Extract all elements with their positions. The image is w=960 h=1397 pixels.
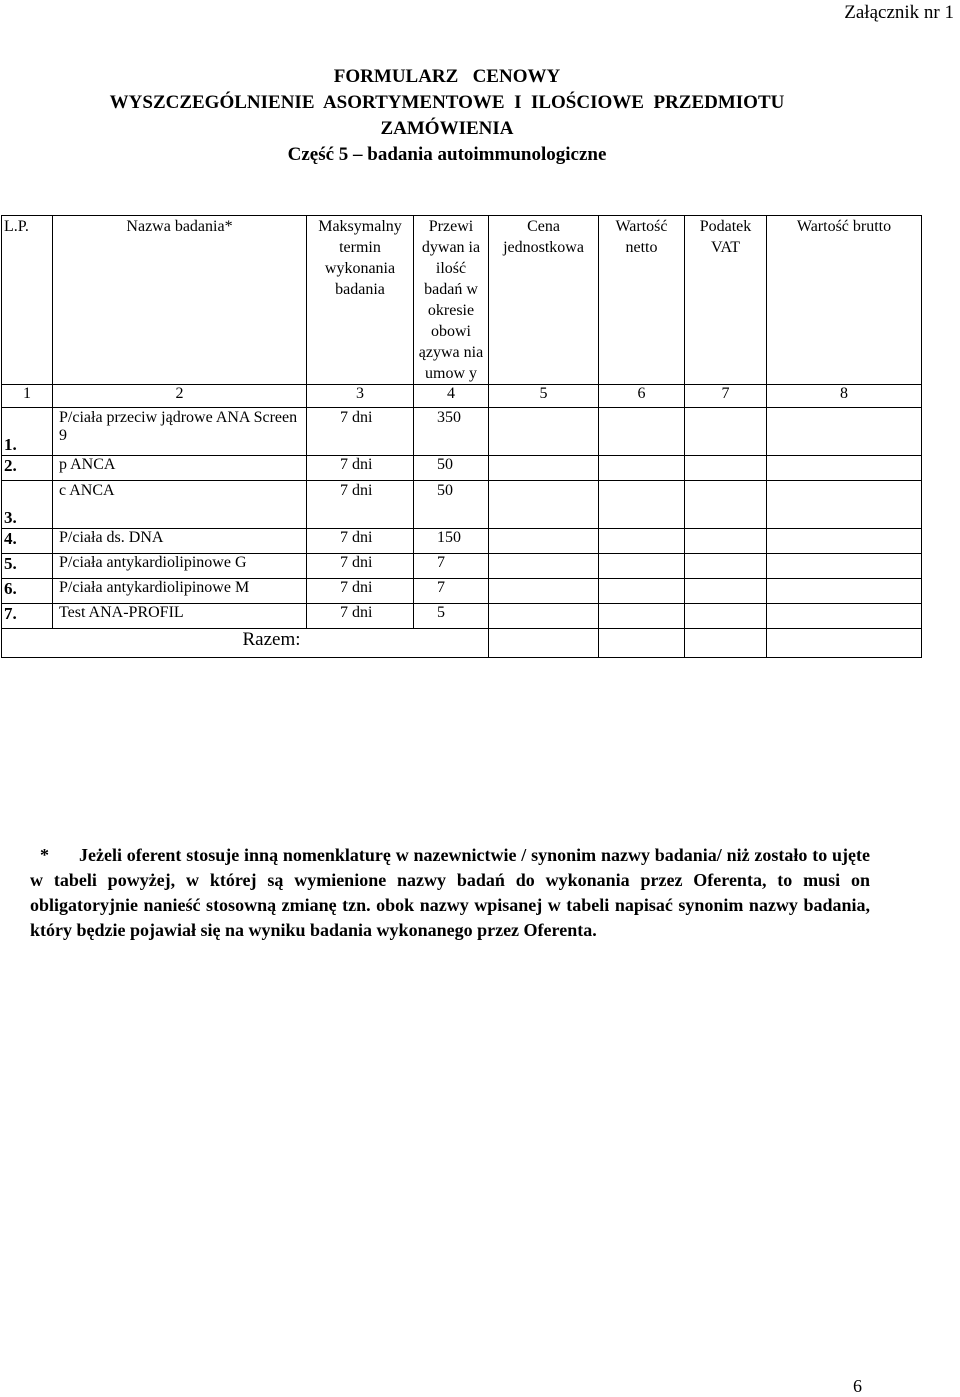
col-num: 7 (685, 385, 767, 408)
page-number: 6 (853, 1376, 862, 1396)
gross-value-cell[interactable] (767, 481, 922, 529)
row-lp: 4. (2, 529, 53, 554)
unit-price-cell[interactable] (489, 529, 599, 554)
col-num: 8 (767, 385, 922, 408)
row-term: 7 dni (307, 604, 414, 629)
unit-price-cell[interactable] (489, 604, 599, 629)
vat-cell[interactable] (685, 456, 767, 481)
total-gross-value-cell[interactable] (767, 629, 922, 658)
form-title (0, 64, 894, 168)
row-term: 7 dni (307, 408, 414, 456)
total-row (2, 629, 922, 658)
row-name: p ANCA (53, 456, 307, 481)
price-table (1, 215, 922, 658)
row-quantity: 5 (414, 604, 489, 629)
title-line-4: Część 5 – badania autoimmunologiczne (287, 144, 607, 165)
vat-cell[interactable] (685, 579, 767, 604)
row-lp: 6. (2, 579, 53, 604)
row-lp: 5. (2, 554, 53, 579)
header-net-value: Wartość netto (599, 216, 685, 385)
net-value-cell[interactable] (599, 529, 685, 554)
net-value-cell[interactable] (599, 408, 685, 456)
table-row (2, 456, 922, 481)
net-value-cell[interactable] (599, 456, 685, 481)
vat-cell[interactable] (685, 529, 767, 554)
row-term: 7 dni (307, 529, 414, 554)
title-line-1: FORMULARZ CENOWY (333, 66, 561, 87)
row-name: P/ciała przeciw jądrowe ANA Screen 9 (53, 408, 307, 456)
row-name: P/ciała antykardiolipinowe G (53, 554, 307, 579)
table-row (2, 579, 922, 604)
total-label: Razem: (2, 629, 489, 658)
gross-value-cell[interactable] (767, 456, 922, 481)
header-unit-price: Cena jednostkowa (489, 216, 599, 385)
row-quantity: 7 (414, 554, 489, 579)
row-quantity: 150 (414, 529, 489, 554)
col-num: 5 (489, 385, 599, 408)
vat-cell[interactable] (685, 481, 767, 529)
row-term: 7 dni (307, 579, 414, 604)
table-row (2, 529, 922, 554)
row-name: Test ANA-PROFIL (53, 604, 307, 629)
column-number-row (2, 385, 922, 408)
net-value-cell[interactable] (599, 604, 685, 629)
header-name: Nazwa badania* (53, 216, 307, 385)
row-term: 7 dni (307, 554, 414, 579)
row-quantity: 350 (414, 408, 489, 456)
table-header-row (2, 216, 922, 385)
footnote-star: * (40, 845, 49, 865)
row-term: 7 dni (307, 456, 414, 481)
title-line-3: ZAMÓWIENIA (380, 118, 514, 139)
unit-price-cell[interactable] (489, 456, 599, 481)
header-lp: L.P. (2, 216, 53, 385)
unit-price-cell[interactable] (489, 554, 599, 579)
row-lp: 2. (2, 456, 53, 481)
title-line-2: WYSZCZEGÓLNIENIE ASORTYMENTOWE I ILOŚCIOWE PRZEDMIOTU (109, 92, 785, 113)
col-num: 2 (53, 385, 307, 408)
col-num: 4 (414, 385, 489, 408)
row-name: P/ciała ds. DNA (53, 529, 307, 554)
row-name: c ANCA (53, 481, 307, 529)
header-gross-value: Wartość brutto (767, 216, 922, 385)
row-name: P/ciała antykardiolipinowe M (53, 579, 307, 604)
total-net-value-cell[interactable] (599, 629, 685, 658)
col-num: 1 (2, 385, 53, 408)
row-term: 7 dni (307, 481, 414, 529)
net-value-cell[interactable] (599, 554, 685, 579)
col-num: 6 (599, 385, 685, 408)
net-value-cell[interactable] (599, 481, 685, 529)
table-row (2, 604, 922, 629)
unit-price-cell[interactable] (489, 408, 599, 456)
row-quantity: 7 (414, 579, 489, 604)
row-quantity: 50 (414, 456, 489, 481)
row-lp: 7. (2, 604, 53, 629)
unit-price-cell[interactable] (489, 579, 599, 604)
row-quantity: 50 (414, 481, 489, 529)
footnote (30, 843, 870, 943)
header-vat: Podatek VAT (685, 216, 767, 385)
gross-value-cell[interactable] (767, 408, 922, 456)
gross-value-cell[interactable] (767, 579, 922, 604)
gross-value-cell[interactable] (767, 554, 922, 579)
vat-cell[interactable] (685, 408, 767, 456)
table-row (2, 481, 922, 529)
row-lp: 1. (2, 408, 53, 456)
header-term: Maksymalny termin wykonania badania (307, 216, 414, 385)
row-lp: 3. (2, 481, 53, 529)
footnote-text: Jeżeli oferent stosuje inną nomenklaturę w nazewnictwie / synonim nazwy badania/ niż zostało to ujęte w tabeli powyżej, w której są wymienione nazwy badań do wykonania przez Oferenta, to musi on obligatoryjnie nanieść stosowną zmianę tzn. obok nazwy wpisanej w tabeli napisać synonim nazwy badania, który będzie pojawiał się na wyniku badania wykonanego przez Oferenta. (30, 845, 870, 940)
vat-cell[interactable] (685, 554, 767, 579)
total-vat-cell[interactable] (685, 629, 767, 658)
header-quantity: Przewi dywan ia ilość badań w okresie obowi ązywa nia umow y (414, 216, 489, 385)
unit-price-cell[interactable] (489, 481, 599, 529)
net-value-cell[interactable] (599, 579, 685, 604)
gross-value-cell[interactable] (767, 604, 922, 629)
table-row (2, 554, 922, 579)
col-num: 3 (307, 385, 414, 408)
vat-cell[interactable] (685, 604, 767, 629)
table-row (2, 408, 922, 456)
annex-label: Załącznik nr 1 (844, 2, 954, 23)
gross-value-cell[interactable] (767, 529, 922, 554)
total-unit-price-cell[interactable] (489, 629, 599, 658)
